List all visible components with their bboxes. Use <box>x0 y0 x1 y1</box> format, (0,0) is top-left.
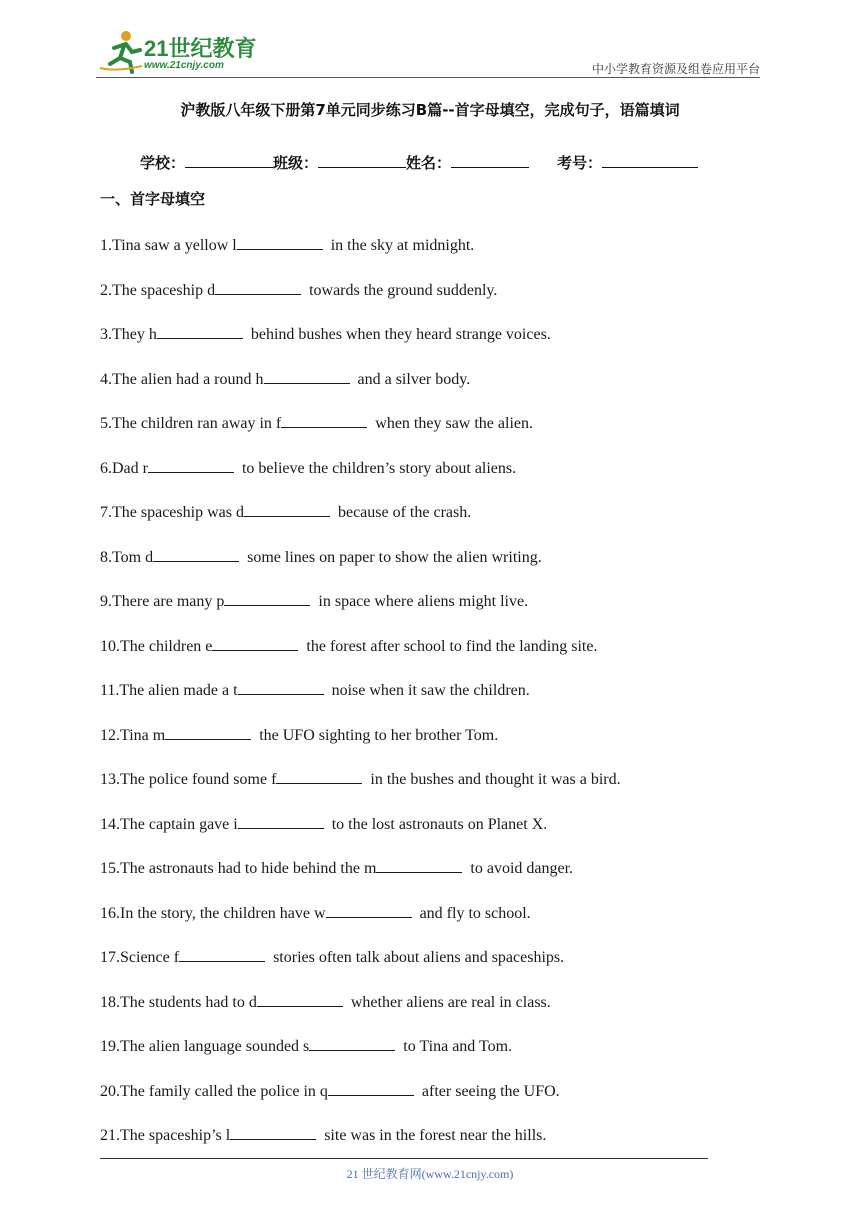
question-text-before: 14.The captain gave i <box>100 815 238 833</box>
question-text-before: 17.Science f <box>100 949 180 966</box>
page-header <box>96 28 760 78</box>
question-text-before: 21.The spaceship’s l <box>100 1127 231 1144</box>
question-text-before: 12.Tina m <box>100 726 166 744</box>
answer-blank[interactable] <box>257 991 343 1007</box>
question-item <box>100 412 533 433</box>
question-item <box>100 813 547 834</box>
question-text-after: in the bushes and thought it was a bird. <box>370 771 621 788</box>
number-blank[interactable] <box>602 152 698 168</box>
question-item <box>100 724 498 745</box>
page-title: 沪教版八年级下册第7单元同步练习B篇--首字母填空，完成句子，语篇填词 <box>180 101 680 119</box>
question-item <box>100 679 530 700</box>
class-label: 班级： <box>273 154 319 172</box>
answer-blank[interactable] <box>153 546 239 562</box>
answer-blank[interactable] <box>230 1124 316 1140</box>
question-item <box>100 768 621 789</box>
answer-blank[interactable] <box>328 1080 414 1096</box>
question-text-after: stories often talk about aliens and spaceships. <box>273 949 565 966</box>
question-item <box>100 902 531 923</box>
footer-text: 21 世纪教育网(www.21cnjy.com) <box>346 1167 514 1181</box>
question-item <box>100 590 528 611</box>
question-text-after: site was in the forest near the hills. <box>324 1127 547 1144</box>
question-item <box>100 501 471 522</box>
question-text-before: 19.The alien language sounded s <box>100 1038 310 1055</box>
logo <box>96 28 266 76</box>
question-text-before: 13.The police found some f <box>100 771 277 788</box>
question-text-after: to avoid danger. <box>470 860 574 877</box>
running-figure-icon <box>96 28 146 74</box>
section-heading: 一、首字母填空 <box>100 190 206 208</box>
question-item <box>100 635 597 656</box>
question-text-before: 5.The children ran away in f <box>100 415 282 432</box>
question-text-after: after seeing the UFO. <box>421 1082 560 1100</box>
student-info-row <box>140 152 698 173</box>
question-text-before: 20.The family called the police in q <box>100 1082 328 1100</box>
answer-blank[interactable] <box>212 635 298 651</box>
question-item <box>100 279 497 300</box>
question-text-after: and fly to school. <box>419 904 531 922</box>
answer-blank[interactable] <box>148 457 234 473</box>
question-text-after: noise when it saw the children. <box>331 682 530 699</box>
question-text-after: behind bushes when they heard strange voices. <box>250 326 551 343</box>
answer-blank[interactable] <box>238 679 324 695</box>
question-item <box>100 546 542 567</box>
question-text-before: 3.They h <box>100 326 157 343</box>
question-text-before: 8.Tom d <box>100 548 154 566</box>
question-item <box>100 457 516 478</box>
answer-blank[interactable] <box>238 813 324 829</box>
question-text-before: 2.The spaceship d <box>100 281 216 299</box>
question-item <box>100 1035 512 1056</box>
school-label: 学校： <box>140 154 186 172</box>
question-text-after: to believe the children’s story about aliens. <box>241 459 517 477</box>
answer-blank[interactable] <box>276 768 362 784</box>
question-text-after: because of the crash. <box>337 504 472 521</box>
answer-blank[interactable] <box>376 857 462 873</box>
question-item <box>100 234 474 255</box>
answer-blank[interactable] <box>264 368 350 384</box>
school-blank[interactable] <box>185 152 273 168</box>
question-text-after: the forest after school to find the landing site. <box>306 637 598 655</box>
number-label: 考号： <box>557 154 603 172</box>
question-item <box>100 946 564 967</box>
question-item <box>100 1080 560 1101</box>
question-item <box>100 857 573 878</box>
question-text-before: 4.The alien had a round h <box>100 370 264 388</box>
question-text-after: towards the ground suddenly. <box>309 281 498 299</box>
footer-divider <box>100 1158 708 1159</box>
question-text-after: the UFO sighting to her brother Tom. <box>259 726 499 744</box>
answer-blank[interactable] <box>165 724 251 740</box>
question-item <box>100 323 551 344</box>
answer-blank[interactable] <box>309 1035 395 1051</box>
question-text-before: 7.The spaceship was d <box>100 504 244 521</box>
name-blank[interactable] <box>451 152 529 168</box>
question-item <box>100 1124 546 1145</box>
question-text-before: 6.Dad r <box>100 459 148 477</box>
answer-blank[interactable] <box>281 412 367 428</box>
platform-label: 中小学教育资源及组卷应用平台 <box>591 62 760 76</box>
question-text-after: when they saw the alien. <box>375 415 533 432</box>
header-divider <box>96 77 760 78</box>
question-text-after: some lines on paper to show the alien writing. <box>247 548 542 566</box>
question-item <box>100 991 551 1012</box>
logo-text: 21世纪教育 <box>144 36 257 61</box>
answer-blank[interactable] <box>326 902 412 918</box>
answer-blank[interactable] <box>237 234 323 250</box>
question-text-before: 11.The alien made a t <box>100 682 238 699</box>
logo-url: www.21cnjy.com <box>144 60 224 71</box>
answer-blank[interactable] <box>179 946 265 962</box>
question-text-after: in the sky at midnight. <box>330 237 475 254</box>
question-text-after: and a silver body. <box>357 370 471 388</box>
answer-blank[interactable] <box>244 501 330 517</box>
question-text-before: 16.In the story, the children have w <box>100 904 326 922</box>
question-text-after: in space where aliens might live. <box>318 593 529 610</box>
name-label: 姓名： <box>406 154 452 172</box>
question-text-after: to Tina and Tom. <box>403 1038 513 1055</box>
question-text-after: whether aliens are real in class. <box>350 993 551 1011</box>
question-item <box>100 368 470 389</box>
answer-blank[interactable] <box>215 279 301 295</box>
question-text-before: 1.Tina saw a yellow l <box>100 237 237 254</box>
answer-blank[interactable] <box>224 590 310 606</box>
answer-blank[interactable] <box>157 323 243 339</box>
question-text-before: 15.The astronauts had to hide behind the m <box>100 860 377 877</box>
class-blank[interactable] <box>318 152 406 168</box>
question-text-before: 18.The students had to d <box>100 993 257 1011</box>
question-text-before: 10.The children e <box>100 637 213 655</box>
question-text-after: to the lost astronauts on Planet X. <box>331 815 548 833</box>
question-text-before: 9.There are many p <box>100 593 225 610</box>
